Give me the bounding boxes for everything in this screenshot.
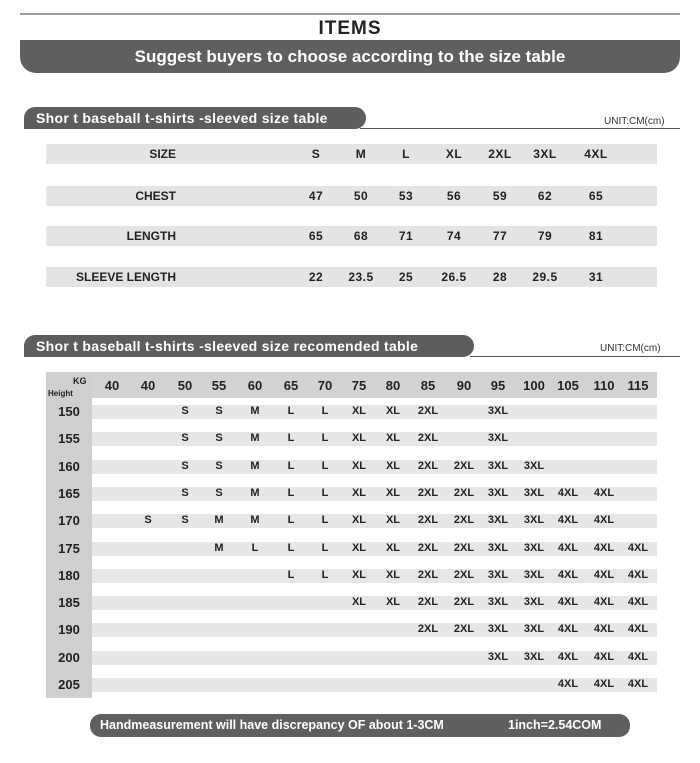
size-table-rule <box>360 128 680 129</box>
size-recommendation-cell: 3XL <box>523 623 545 636</box>
recommend-table-unit: UNIT:CM(cm) <box>600 343 661 354</box>
size-cell: 65 <box>308 229 324 243</box>
size-recommendation-cell: XL <box>351 596 367 609</box>
size-recommendation-cell: 4XL <box>593 541 615 554</box>
size-recommendation-cell: L <box>321 459 329 472</box>
size-row-label: CHEST <box>135 189 176 203</box>
size-recommendation-cell: 2XL <box>453 568 475 581</box>
size-recommendation-cell: S <box>181 514 189 527</box>
weight-header: 95 <box>490 378 506 393</box>
weight-header: 110 <box>593 378 615 393</box>
page-title: ITEMS <box>318 18 382 39</box>
footer-note: Handmeasurement will have discrepancy OF about 1-3CM <box>100 718 444 732</box>
size-recommendation-cell: 2XL <box>417 596 439 609</box>
size-recommendation-cell: 3XL <box>487 432 509 445</box>
size-recommendation-cell: 3XL <box>487 541 509 554</box>
size-recommendation-cell: 2XL <box>453 541 475 554</box>
weight-header: 85 <box>420 378 436 393</box>
weight-header: 40 <box>104 378 120 393</box>
size-recommendation-cell: L <box>287 486 295 499</box>
size-cell: 2XL <box>488 147 512 161</box>
size-recommendation-cell: 4XL <box>593 486 615 499</box>
size-recommendation-cell: S <box>181 459 189 472</box>
height-value: 200 <box>58 649 80 665</box>
size-recommendation-cell: XL <box>351 568 367 581</box>
size-recommendation-cell: S <box>181 486 189 499</box>
size-recommendation-cell: L <box>287 459 295 472</box>
size-recommendation-cell: L <box>287 432 295 445</box>
size-recommendation-cell: 2XL <box>417 541 439 554</box>
size-recommendation-cell: 2XL <box>417 514 439 527</box>
size-recommendation-cell: 2XL <box>453 623 475 636</box>
size-recommendation-cell: M <box>250 432 260 445</box>
size-recommendation-cell: 2XL <box>417 568 439 581</box>
size-recommendation-cell: 2XL <box>453 596 475 609</box>
kg-axis-label: KG <box>73 376 87 386</box>
size-cell: 25 <box>398 270 414 284</box>
weight-header: 80 <box>385 378 401 393</box>
size-recommendation-cell: M <box>250 405 260 417</box>
size-cell: 3XL <box>533 147 557 161</box>
size-recommendation-cell: M <box>250 486 260 499</box>
size-recommendation-cell: 4XL <box>593 596 615 609</box>
size-recommendation-cell: 4XL <box>593 678 615 690</box>
size-recommendation-cell: L <box>287 568 295 581</box>
size-recommendation-cell: 3XL <box>487 514 509 527</box>
size-recommendation-cell: XL <box>385 486 401 499</box>
size-recommendation-cell: 4XL <box>627 623 649 636</box>
size-cell: 77 <box>492 229 508 243</box>
size-recommendation-cell: XL <box>351 514 367 527</box>
size-recommendation-cell: 3XL <box>523 596 545 609</box>
header-banner: Suggest buyers to choose according to the size table <box>20 40 680 73</box>
height-value: 175 <box>58 540 80 556</box>
size-table-row <box>46 226 657 246</box>
size-cell: 47 <box>308 189 324 203</box>
size-recommendation-cell: 4XL <box>593 650 615 663</box>
size-cell: 62 <box>537 189 553 203</box>
size-recommendation-cell: 3XL <box>487 405 509 417</box>
size-recommendation-cell: L <box>287 541 295 554</box>
size-recommendation-cell: 2XL <box>417 486 439 499</box>
size-recommendation-cell: M <box>250 514 260 527</box>
height-value: 190 <box>58 622 80 638</box>
size-cell: 26.5 <box>441 270 467 284</box>
recommend-table-title: Shor t baseball t-shirts -sleeved size recomended table <box>24 335 474 357</box>
size-cell: 23.5 <box>348 270 374 284</box>
size-recommendation-cell: 4XL <box>557 568 579 581</box>
size-recommendation-cell: L <box>321 432 329 445</box>
size-recommendation-cell: L <box>321 541 329 554</box>
size-cell: 59 <box>492 189 508 203</box>
size-recommendation-cell: 3XL <box>523 541 545 554</box>
height-value: 165 <box>58 485 80 501</box>
size-recommendation-cell: 4XL <box>627 541 649 554</box>
size-cell: 28 <box>492 270 508 284</box>
recommend-table-rule <box>470 356 680 357</box>
size-row-label: SIZE <box>149 147 176 161</box>
size-recommendation-cell: 3XL <box>523 568 545 581</box>
size-recommendation-cell: 4XL <box>557 486 579 499</box>
size-recommendation-cell: 3XL <box>487 596 509 609</box>
size-recommendation-cell: 3XL <box>487 459 509 472</box>
size-cell: XL <box>445 147 463 161</box>
size-table-row <box>46 267 657 287</box>
weight-header: 50 <box>177 378 193 393</box>
size-recommendation-cell: 3XL <box>523 514 545 527</box>
weight-header: 65 <box>283 378 299 393</box>
size-recommendation-cell: L <box>321 486 329 499</box>
weight-header: 75 <box>351 378 367 393</box>
size-table-row <box>46 186 657 206</box>
weight-header: 55 <box>211 378 227 393</box>
height-value: 205 <box>58 677 80 692</box>
size-recommendation-cell: S <box>181 405 189 417</box>
size-recommendation-cell: 2XL <box>417 405 439 417</box>
size-recommendation-cell: 4XL <box>557 541 579 554</box>
size-recommendation-cell: 2XL <box>417 623 439 636</box>
size-recommendation-cell: 4XL <box>593 568 615 581</box>
size-recommendation-cell: S <box>144 514 152 527</box>
size-recommendation-cell: XL <box>385 405 401 417</box>
size-cell: 68 <box>353 229 369 243</box>
height-value: 185 <box>58 595 80 611</box>
size-recommendation-cell: 3XL <box>487 486 509 499</box>
size-recommendation-cell: 4XL <box>557 596 579 609</box>
weight-header: 115 <box>627 378 649 393</box>
size-cell: 56 <box>446 189 462 203</box>
footer-note-bar <box>90 714 630 737</box>
size-recommendation-cell: 4XL <box>627 596 649 609</box>
size-recommendation-cell: XL <box>385 459 401 472</box>
height-value: 180 <box>58 567 80 583</box>
size-recommendation-cell: 4XL <box>627 650 649 663</box>
top-divider <box>20 13 680 15</box>
size-recommendation-cell: L <box>321 405 329 417</box>
size-recommendation-cell: 3XL <box>487 650 509 663</box>
size-recommendation-cell: S <box>215 459 223 472</box>
size-recommendation-cell: XL <box>351 459 367 472</box>
size-recommendation-cell: L <box>321 568 329 581</box>
size-cell: 29.5 <box>532 270 558 284</box>
size-cell: 50 <box>353 189 369 203</box>
size-recommendation-cell: 4XL <box>593 514 615 527</box>
weight-header: 105 <box>557 378 579 393</box>
size-recommendation-cell: 2XL <box>417 459 439 472</box>
size-recommendation-cell: S <box>215 432 223 445</box>
size-recommendation-cell: XL <box>385 432 401 445</box>
size-cell: 31 <box>588 270 604 284</box>
size-cell: 22 <box>308 270 324 284</box>
size-recommendation-cell: 2XL <box>453 514 475 527</box>
size-table-row <box>46 144 657 164</box>
size-recommendation-cell: 3XL <box>487 568 509 581</box>
height-value: 150 <box>58 404 80 419</box>
size-recommendation-cell: 2XL <box>453 486 475 499</box>
size-recommendation-cell: 4XL <box>557 514 579 527</box>
size-recommendation-cell: XL <box>385 568 401 581</box>
size-recommendation-cell: 2XL <box>453 459 475 472</box>
size-row-label: SLEEVE LENGTH <box>75 270 176 284</box>
size-recommendation-cell: M <box>250 459 260 472</box>
footer-conversion: 1inch=2.54COM <box>508 718 602 732</box>
size-cell: 79 <box>537 229 553 243</box>
size-recommendation-cell: L <box>251 541 259 554</box>
size-cell: 65 <box>588 189 604 203</box>
size-recommendation-cell: 4XL <box>593 623 615 636</box>
size-recommendation-cell: 3XL <box>523 650 545 663</box>
size-recommendation-cell: XL <box>351 486 367 499</box>
size-recommendation-cell: S <box>215 405 223 417</box>
size-recommendation-cell: XL <box>385 541 401 554</box>
size-recommendation-cell: XL <box>351 405 367 417</box>
weight-header: 90 <box>456 378 472 393</box>
size-cell: 74 <box>446 229 462 243</box>
size-recommendation-cell: XL <box>385 514 401 527</box>
weight-header: 60 <box>247 378 263 393</box>
size-recommendation-cell: 3XL <box>487 623 509 636</box>
size-recommendation-cell: 3XL <box>523 459 545 472</box>
size-recommendation-cell: 4XL <box>627 568 649 581</box>
size-recommendation-cell: L <box>321 514 329 527</box>
height-axis-label: Height <box>48 389 73 398</box>
size-cell: 71 <box>398 229 414 243</box>
height-value: 160 <box>58 458 80 474</box>
size-recommendation-cell: XL <box>351 432 367 445</box>
size-recommendation-cell: M <box>214 541 224 554</box>
weight-header: 40 <box>140 378 156 393</box>
size-recommendation-cell: 4XL <box>557 623 579 636</box>
size-recommendation-cell: 4XL <box>627 678 649 690</box>
size-cell: 81 <box>588 229 604 243</box>
size-recommendation-cell: S <box>181 432 189 445</box>
size-recommendation-cell: S <box>215 486 223 499</box>
size-recommendation-cell: 2XL <box>417 432 439 445</box>
weight-header: 70 <box>317 378 333 393</box>
size-recommendation-cell: M <box>214 514 224 527</box>
size-table-unit: UNIT:CM(cm) <box>604 116 665 127</box>
size-cell: 53 <box>398 189 414 203</box>
size-cell: M <box>355 147 367 161</box>
size-row-label: LENGTH <box>126 229 176 243</box>
size-cell: 4XL <box>584 147 608 161</box>
weight-header: 100 <box>523 378 545 393</box>
size-recommendation-cell: XL <box>351 541 367 554</box>
size-recommendation-cell: 4XL <box>557 650 579 663</box>
size-cell: S <box>311 147 321 161</box>
size-recommendation-cell: L <box>287 405 295 417</box>
height-value: 170 <box>58 513 80 529</box>
size-recommendation-cell: L <box>287 514 295 527</box>
size-recommendation-cell: XL <box>385 596 401 609</box>
height-value: 155 <box>58 431 80 447</box>
size-recommendation-cell: 4XL <box>557 678 579 690</box>
size-table-title: Shor t baseball t-shirts -sleeved size table <box>24 107 366 129</box>
size-cell: L <box>402 147 410 161</box>
size-recommendation-cell: 3XL <box>523 486 545 499</box>
